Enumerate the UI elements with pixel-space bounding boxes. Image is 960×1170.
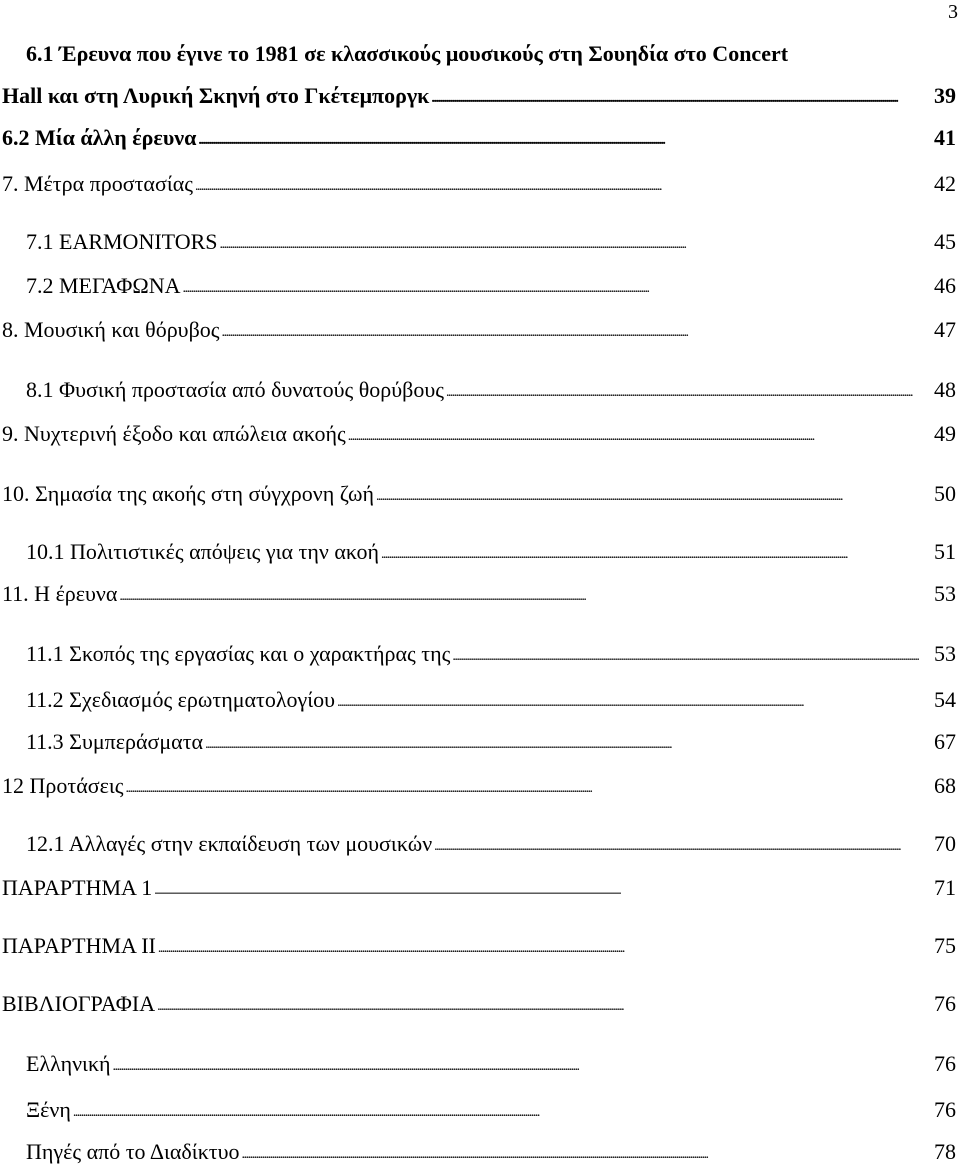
- toc-entry-page: 70: [934, 831, 956, 856]
- toc-entry-title: 7.2 ΜΕΓΑΦΩΝΑ: [26, 273, 181, 298]
- toc-entry-page: 48: [934, 377, 956, 402]
- toc-dot-leader: [205, 727, 932, 759]
- toc-dot-leader: [221, 315, 932, 347]
- toc-entry-title: 7. Μέτρα προστασίας: [2, 171, 193, 196]
- toc-entry-title: 8.1 Φυσική προστασία από δυνατούς θορύβους: [26, 377, 444, 402]
- toc-entry-7[interactable]: [2, 170, 956, 202]
- toc-entry-title: 9. Νυχτερινή έξοδο και απώλεια ακοής: [2, 421, 346, 446]
- toc-entry-page: 45: [934, 229, 956, 254]
- toc-entry-10-1[interactable]: [26, 538, 956, 570]
- toc-dot-leader: [157, 989, 932, 1021]
- toc-dot-leader: [220, 227, 932, 259]
- toc-entry-7-1[interactable]: [26, 228, 956, 260]
- toc-dot-leader: [431, 81, 932, 113]
- toc-entry-title: ΠΑΡΑΡΤΗΜΑ 1: [2, 875, 153, 900]
- toc-entry-title: 7.1 EARMONITORS: [26, 229, 218, 254]
- page-number: 3: [948, 1, 958, 23]
- toc-entry-11-2[interactable]: [26, 686, 956, 718]
- toc-dot-leader: [452, 639, 932, 671]
- toc-entry-title: Ελληνική: [26, 1051, 111, 1076]
- toc-dot-leader: [376, 479, 932, 511]
- toc-entry-page: 75: [934, 933, 956, 958]
- toc-entry-page: 42: [934, 171, 956, 196]
- toc-entry-title: 11.1 Σκοπός της εργασίας και ο χαρακτήρας της: [26, 641, 451, 666]
- toc-dot-leader: [158, 931, 932, 963]
- toc-entry-10[interactable]: [2, 480, 956, 512]
- toc-entry-page: 76: [934, 991, 956, 1016]
- toc-entry-foreign[interactable]: [26, 1096, 956, 1128]
- toc-entry-page: 68: [934, 773, 956, 798]
- toc-entry-11-3[interactable]: [26, 728, 956, 760]
- toc-entry-title: 8. Μουσική και θόρυβος: [2, 317, 220, 342]
- toc-entry-page: 54: [934, 687, 956, 712]
- toc-dot-leader: [198, 123, 932, 155]
- toc-entry-title: Πηγές από το Διαδίκτυο: [26, 1139, 240, 1164]
- toc-entry-bibliography[interactable]: [2, 990, 956, 1022]
- toc-entry-page: 67: [934, 729, 956, 754]
- toc-dot-leader: [195, 169, 932, 201]
- toc-entry-page: 53: [934, 581, 956, 606]
- toc-entry-7-2[interactable]: [26, 272, 956, 304]
- toc-entry-page: 78: [934, 1139, 956, 1164]
- toc-dot-leader: [242, 1137, 932, 1169]
- toc-entry-8-1[interactable]: [26, 376, 956, 408]
- toc-entry-6-1[interactable]: [2, 82, 956, 114]
- toc-entry-12[interactable]: [2, 772, 956, 804]
- toc-entry-greek[interactable]: [26, 1050, 956, 1082]
- toc-entry-title: 11.3 Συμπεράσματα: [26, 729, 204, 754]
- toc-dot-leader: [446, 375, 932, 407]
- toc-dot-leader: [125, 771, 932, 803]
- toc-entry-title: 6.2 Μία άλλη έρευνα: [2, 125, 197, 150]
- toc-entry-title: ΒΙΒΛΙΟΓΡΑΦΙΑ: [2, 991, 156, 1016]
- toc-entry-page: 76: [934, 1051, 956, 1076]
- toc-entry-12-1[interactable]: [26, 830, 956, 862]
- toc-entry-title: Ξένη: [26, 1097, 71, 1122]
- toc-entry-page: 47: [934, 317, 956, 342]
- toc-dot-leader: [348, 419, 932, 451]
- toc-entry-page: 41: [934, 125, 956, 150]
- toc-entry-11-1[interactable]: [26, 640, 956, 672]
- toc-entry-title: 10. Σημασία της ακοής στη σύγχρονη ζωή: [2, 481, 375, 506]
- toc-dot-leader: [113, 1049, 932, 1081]
- toc-entry-page: 51: [934, 539, 956, 564]
- toc-entry-page: 49: [934, 421, 956, 446]
- toc-entry-title: Hall και στη Λυρική Σκηνή στο Γκέτεμποργκ: [2, 83, 430, 108]
- toc-entry-page: 76: [934, 1097, 956, 1122]
- toc-dot-leader: [183, 271, 932, 303]
- toc-entry-8[interactable]: [2, 316, 956, 348]
- toc-entry-title: 11. Η έρευνα: [2, 581, 118, 606]
- toc-entry-9[interactable]: [2, 420, 956, 452]
- toc-entry-11[interactable]: [2, 580, 956, 612]
- toc-entry-title: 11.2 Σχεδιασμός ερωτηματολογίου: [26, 687, 336, 712]
- toc-entry-page: 50: [934, 481, 956, 506]
- toc-dot-leader: [154, 873, 932, 905]
- toc-dot-leader: [381, 537, 932, 569]
- toc-entry-page: 71: [934, 875, 956, 900]
- toc-entry-appendix-2[interactable]: [2, 932, 956, 964]
- toc-dot-leader: [434, 829, 932, 861]
- toc-dot-leader: [337, 685, 932, 717]
- toc-entry-page: 53: [934, 641, 956, 666]
- toc-entry-6-1-line1[interactable]: 6.1 Έρευνα που έγινε το 1981 σε κλασσικούς μουσικούς στη Σουηδία στο Concert: [26, 41, 789, 66]
- toc-entry-page: 46: [934, 273, 956, 298]
- toc-entry-appendix-1[interactable]: [2, 874, 956, 906]
- toc-entry-title: 12 Προτάσεις: [2, 773, 124, 798]
- toc-entry-page: 39: [934, 83, 956, 108]
- toc-entry-title: 10.1 Πολιτιστικές απόψεις για την ακοή: [26, 539, 379, 564]
- toc-entry-title: ΠΑΡΑΡΤΗΜΑ ΙΙ: [2, 933, 156, 958]
- toc-entry-internet[interactable]: [26, 1138, 956, 1170]
- toc-dot-leader: [73, 1095, 932, 1127]
- toc-entry-title: 12.1 Αλλαγές στην εκπαίδευση των μουσικών: [26, 831, 433, 856]
- toc-entry-6-2[interactable]: [2, 124, 956, 156]
- toc-dot-leader: [119, 579, 932, 611]
